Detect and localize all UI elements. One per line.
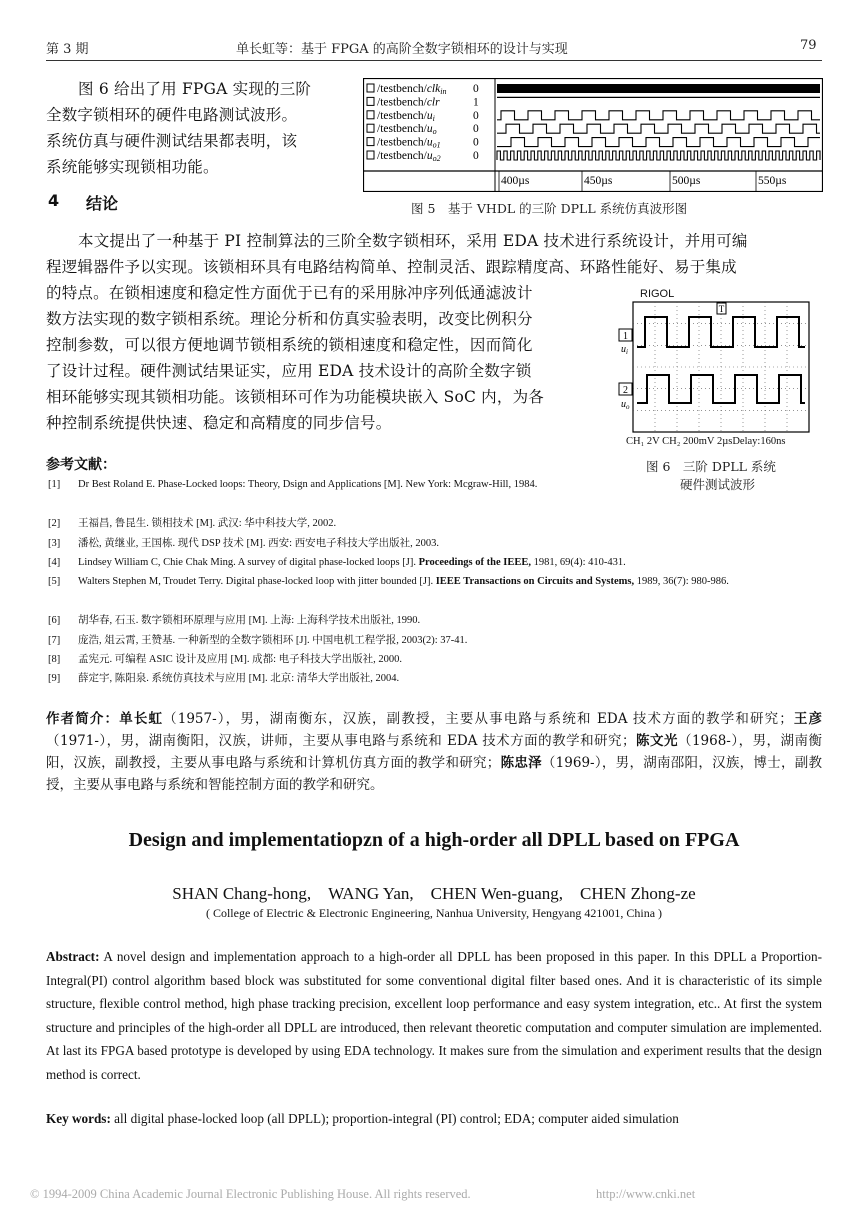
fig6-status-delay: Delay:160ns	[732, 436, 786, 447]
reference-number: [9]	[48, 673, 61, 684]
reference-text: 潘松, 黄继业, 王国栋. 现代 DSP 技术 [M]. 西安: 西安电子科技大学出版社, 2003.	[78, 538, 439, 549]
header-page-number: 79	[800, 38, 817, 53]
signal-label: /testbench/clr	[377, 96, 440, 109]
reference-item	[46, 574, 822, 589]
section-number: 4	[48, 191, 60, 210]
signal-checkbox-icon	[367, 124, 374, 132]
reference-item	[46, 633, 822, 648]
fig6-ch1-label: $u_i$	[621, 344, 628, 356]
reference-number: [2]	[48, 518, 61, 529]
english-abstract	[46, 945, 822, 1086]
fig6-trigger-marker: T	[718, 304, 725, 314]
conclusion-line: 相环能够实现其锁相功能。该锁相环可作为功能模块嵌入 SoC 内，为各	[46, 388, 544, 406]
reference-item	[46, 652, 822, 667]
reference-number: [3]	[48, 538, 61, 549]
reference-text: 王福昌, 鲁昆生. 锁相技术 [M]. 武汉: 华中科技大学, 2002.	[78, 518, 337, 529]
bio-name: 陈文光	[635, 733, 678, 749]
signal-value: 0	[473, 109, 479, 122]
english-authors: SHAN Chang-hong, WANG Yan, CHEN Wen-guang, CHEN Zhong-ze	[172, 884, 696, 903]
signal-checkbox-icon	[367, 84, 374, 92]
signal-checkbox-icon	[367, 111, 374, 119]
fig6-status-ch2: CH₂ 200mV	[662, 436, 715, 447]
waveform-clk	[497, 84, 820, 93]
author-bios	[46, 708, 822, 796]
fig6-ch2-label: $u_o$	[621, 399, 630, 411]
reference-text: 庞浩, 俎云霄, 王赞基. 一种新型的全数字锁相环 [J]. 中国电机工程学报, 2003(2): 37-41.	[78, 635, 468, 646]
conclusion-line: 数方法实现的数字锁相系统。理论分析和仿真实验表明，改变比例积分	[46, 310, 533, 328]
bio-desc: （1971-），男，湖南衡阳，汉族，讲师，主要从事电路与系统和 EDA 技术方面的教学和研究；	[46, 733, 636, 749]
signal-label: /testbench/ui	[377, 109, 435, 123]
conclusion-line: 控制参数，可以很方便地调节锁相系统的锁相速度和稳定性，因而简化	[46, 336, 533, 354]
english-affiliation: ( College of Electric & Electronic Engineering, Nanhua University, Hengyang 421001, China )	[205, 906, 663, 920]
reference-number: [1]	[48, 479, 61, 490]
signal-value: 1	[473, 96, 479, 109]
bio-name: 王彦	[792, 711, 823, 727]
footer-url[interactable]: http://www.cnki.net	[596, 1187, 696, 1201]
reference-item	[46, 477, 594, 492]
conclusion-line: 了设计过程。硬件测试结果证实，应用 EDA 技术设计的高阶全数字锁	[46, 362, 532, 380]
fig6-ch2-marker: 2	[623, 385, 628, 396]
signal-label: /testbench/clkin	[377, 83, 447, 96]
fig6-status-time: 2µs	[716, 436, 733, 447]
signal-value: 0	[473, 136, 479, 149]
signal-value: 0	[473, 83, 479, 95]
keywords-label: Key words:	[46, 1111, 111, 1126]
signal-checkbox-icon	[367, 97, 374, 105]
fig6-scope	[616, 300, 812, 436]
reference-item	[46, 613, 822, 628]
header-rule	[46, 60, 822, 61]
reference-number: [7]	[48, 635, 61, 646]
reference-text: 胡华春, 石玉. 数字锁相环原理与应用 [M]. 上海: 上海科学技术出版社, 1990.	[78, 615, 421, 626]
footer-copyright: © 1994-2009 China Academic Journal Electronic Publishing House. All rights reserved.	[30, 1187, 471, 1201]
keywords-text: all digital phase-locked loop (all DPLL); proportion-integral (PI) control; EDA; computer aided simulation	[114, 1111, 679, 1126]
reference-text: Walters Stephen M, Troudet Terry. Digital phase-locked loop with jitter bounded [J]. IEEE Transactions on Circuits and Systems, 1989, 36(7): 980-986.	[78, 576, 729, 587]
bio-desc: （1957-），男，湖南衡东，汉族，副教授，主要从事电路与系统和 EDA 技术方面的教学和研究；	[163, 711, 793, 727]
conclusion-line: 种控制系统提供快速、稳定和高精度的同步信号。	[46, 414, 392, 432]
reference-number: [5]	[48, 576, 61, 587]
fig6-status-ch1: CH₁ 2V	[626, 436, 660, 447]
reference-text: Lindsey William C, Chie Chak Ming. A survey of digital phase-locked loops [J]. Proceedings of the IEEE, 1981, 69(4): 410-431.	[78, 557, 626, 568]
reference-number: [4]	[48, 557, 61, 568]
fig6-status-bar	[626, 436, 785, 447]
intro-line: 系统仿真与硬件测试结果都表明，该	[46, 132, 298, 150]
fig5-caption: 图 5 基于 VHDL 的三阶 DPLL 系统仿真波形图	[411, 201, 688, 216]
intro-line: 系统能够实现锁相功能。	[46, 158, 219, 176]
fig6-caption-line1: 图 6 三阶 DPLL 系统	[646, 459, 776, 474]
bio-label: 作者简介：	[46, 711, 120, 727]
section-title: 结论	[86, 194, 119, 213]
signal-value: 0	[473, 150, 479, 162]
bio-name: 陈忠泽	[500, 755, 542, 771]
reference-number: [8]	[48, 654, 61, 665]
reference-text: 孟宪元. 可编程 ASIC 设计及应用 [M]. 成都: 电子科技大学出版社, 2000.	[78, 654, 403, 665]
signal-label: /testbench/uo	[377, 123, 437, 137]
time-label: 450µs	[584, 175, 613, 187]
time-label: 550µs	[758, 175, 787, 187]
reference-item	[46, 536, 822, 551]
references-title: 参考文献：	[46, 457, 116, 473]
fig5-waveform	[363, 78, 823, 192]
reference-item	[46, 671, 822, 686]
signal-checkbox-icon	[367, 138, 374, 146]
conclusion-line: 本文提出了一种基于 PI 控制算法的三阶全数字锁相环，采用 EDA 技术进行系统设计，并用可编	[78, 232, 748, 250]
signal-label: /testbench/uo1	[377, 136, 441, 150]
intro-line: 全数字锁相环的硬件电路测试波形。	[46, 106, 298, 124]
abstract-label: Abstract:	[46, 949, 100, 964]
fig6-caption-line2: 硬件测试波形	[680, 477, 756, 492]
signal-value: 0	[473, 123, 479, 136]
reference-item	[46, 516, 822, 531]
english-title: Design and implementatiopzn of a high-order all DPLL based on FPGA	[128, 829, 740, 851]
header-issue: 第 3 期	[46, 42, 89, 57]
reference-number: [6]	[48, 615, 61, 626]
bio-desc: （1968-），男，湖南衡阳，汉族，副教授，主要从事电路与系统和计算机仿真方面的教学和研究；	[46, 733, 823, 771]
fig6-brand: RIGOL	[640, 288, 675, 300]
header-running-title: 单长虹等：基于 FPGA 的高阶全数字锁相环的设计与实现	[236, 42, 568, 57]
conclusion-line: 的特点。在锁相速度和稳定性方面优于已有的采用脉冲序列低通滤波计	[46, 284, 533, 302]
time-label: 500µs	[672, 175, 701, 187]
intro-line: 图 6 给出了用 FPGA 实现的三阶	[78, 80, 312, 98]
fig6-ch1-marker: 1	[623, 331, 628, 342]
signal-checkbox-icon	[367, 151, 374, 159]
bio-name: 单长虹	[119, 711, 164, 727]
conclusion-line: 程逻辑器件予以实现。该锁相环具有电路结构简单、控制灵活、跟踪精度高、环路性能好、易于集成	[46, 258, 737, 276]
reference-text: 薛定宇, 陈阳泉. 系统仿真技术与应用 [M]. 北京: 清华大学出版社, 2004.	[78, 673, 400, 684]
signal-label: /testbench/uo2	[377, 150, 441, 163]
intro-paragraph	[46, 76, 346, 180]
abstract-text: A novel design and implementation approach to a high-order all DPLL has been proposed in this paper. In this DPLL a Proportion-Integral(PI) control algorithm based block was substituted for some conventional digital filter based ones. And it is characteristic of its simple structure, flexible control method, high phase tracking precision, excellent loop performance and easy system integration, etc.. At first the system structure and principles of the high-order all DPLL are introduced, then relevant theoretic computation and computer simulation are implemented. At last its FPGA based prototype is developed by using EDA technology. It makes sure from the simulation and experiment results that the design method is correct.	[46, 949, 822, 1082]
bio-desc: （1969-），男，湖南邵阳，汉族，博士，副教授，主要从事电路与系统和智能控制方面的教学和研究。	[46, 755, 823, 793]
time-label: 400µs	[501, 175, 530, 187]
reference-text: Dr Best Roland E. Phase-Locked loops: Theory, Dsign and Applications [M]. New York: Mcgraw-Hill, 1984.	[78, 479, 538, 490]
english-keywords	[46, 1107, 822, 1131]
reference-item	[46, 555, 822, 570]
